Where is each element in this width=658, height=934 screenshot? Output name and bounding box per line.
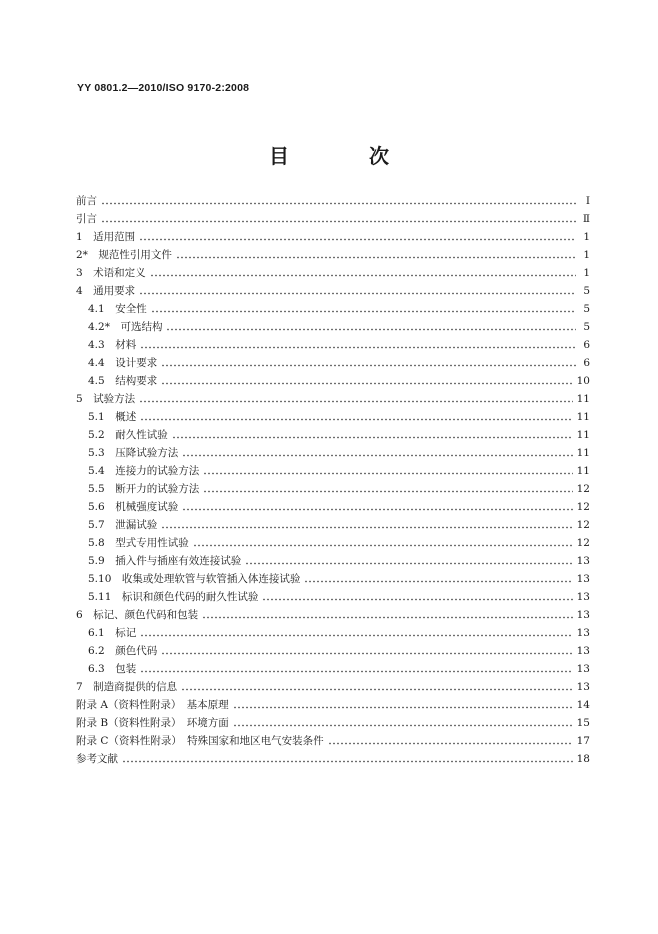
toc-entry-page: 5 [583, 303, 590, 315]
toc-entry-label: 5.6 机械强度试验 [88, 501, 179, 513]
toc-entry-label: 5.9 插入件与插座有效连接试验 [88, 555, 242, 567]
toc-entry-label: 4.5 结构要求 [88, 375, 158, 387]
toc-entry-page: 12 [576, 483, 590, 495]
toc-leader-dots [161, 364, 576, 367]
toc-entry-page: 6 [583, 357, 590, 369]
toc-leader-dots [122, 760, 573, 763]
toc-entry [76, 228, 590, 246]
toc-leader-dots [101, 220, 576, 223]
toc-leader-dots [101, 202, 576, 205]
toc-entry-label: 6.1 标记 [88, 627, 137, 639]
toc-leader-dots [233, 724, 573, 727]
toc-entry [76, 246, 590, 264]
toc-entry [76, 264, 590, 282]
toc-entry [76, 570, 590, 588]
page-title: 目 次 [269, 144, 419, 168]
toc-entry-label: 4.3 材料 [88, 339, 137, 351]
toc-leader-dots [161, 652, 572, 655]
toc-entry-page: 13 [576, 573, 590, 585]
toc-entry-label: 5 试验方法 [76, 393, 136, 405]
toc-entry-page: 12 [576, 519, 590, 531]
toc-entry [76, 498, 590, 516]
toc-entry [76, 300, 590, 318]
toc-entry-label: 引言 [76, 213, 97, 225]
toc-entry-page: 11 [576, 411, 590, 423]
toc-entry-page: 5 [583, 321, 590, 333]
toc-entry [76, 516, 590, 534]
toc-entry-page: 5 [583, 285, 590, 297]
toc-entry [76, 282, 590, 300]
toc-entry-label: 5.1 概述 [88, 411, 137, 423]
toc-entry [76, 408, 590, 426]
toc-entry-label: 5.4 连接力的试验方法 [88, 465, 200, 477]
toc-entry [76, 372, 590, 390]
toc-leader-dots [176, 256, 576, 259]
toc-leader-dots [150, 274, 576, 277]
toc-entry [76, 606, 590, 624]
toc-entry-page: Ⅱ [582, 213, 590, 225]
toc-leader-dots [182, 508, 572, 511]
toc-entry-label: 4 通用要求 [76, 285, 136, 297]
toc-entry-page: 17 [576, 735, 590, 747]
toc-entry [76, 588, 590, 606]
toc-entry-label: 附录 A（资料性附录） 基本原理 [76, 699, 229, 711]
toc-entry-label: 5.11 标识和颜色代码的耐久性试验 [88, 591, 259, 603]
toc-leader-dots [139, 400, 572, 403]
toc-entry [76, 732, 590, 750]
toc-entry-page: 10 [576, 375, 590, 387]
toc-entry-page: 11 [576, 465, 590, 477]
toc-leader-dots [262, 598, 572, 601]
table-of-contents [76, 192, 590, 768]
toc-leader-dots [140, 418, 572, 421]
toc-entry-label: 4.1 安全性 [88, 303, 147, 315]
toc-leader-dots [181, 688, 572, 691]
toc-entry-label: 参考文献 [76, 753, 118, 765]
toc-leader-dots [151, 310, 576, 313]
toc-entry-page: 11 [576, 429, 590, 441]
toc-entry-label: 4.2* 可选结构 [88, 321, 163, 333]
toc-entry-page: 12 [576, 501, 590, 513]
toc-entry [76, 336, 590, 354]
toc-leader-dots [328, 742, 573, 745]
toc-entry-label: 5.3 压降试验方法 [88, 447, 179, 459]
toc-leader-dots [245, 562, 572, 565]
toc-entry [76, 660, 590, 678]
toc-entry-label: 6.3 包装 [88, 663, 137, 675]
toc-leader-dots [140, 346, 576, 349]
toc-entry [76, 426, 590, 444]
toc-entry [76, 462, 590, 480]
toc-entry [76, 552, 590, 570]
toc-entry-page: 13 [576, 645, 590, 657]
toc-entry-page: 1 [583, 267, 590, 279]
toc-leader-dots [182, 454, 572, 457]
toc-entry-page: Ⅰ [585, 195, 590, 207]
toc-entry-label: 5.7 泄漏试验 [88, 519, 158, 531]
toc-entry-page: 13 [576, 663, 590, 675]
toc-entry [76, 624, 590, 642]
toc-entry-label: 1 适用范围 [76, 231, 136, 243]
toc-entry [76, 192, 590, 210]
toc-entry [76, 642, 590, 660]
toc-leader-dots [140, 670, 572, 673]
toc-leader-dots [304, 580, 572, 583]
toc-entry [76, 390, 590, 408]
toc-entry-page: 14 [576, 699, 590, 711]
toc-entry [76, 534, 590, 552]
toc-entry [76, 480, 590, 498]
toc-leader-dots [193, 544, 573, 547]
standard-code: YY 0801.2—2010/ISO 9170-2:2008 [77, 82, 250, 94]
toc-entry-page: 11 [576, 393, 590, 405]
toc-entry-label: 5.10 收集或处理软管与软管插入体连接试验 [88, 573, 301, 585]
toc-entry [76, 750, 590, 768]
toc-leader-dots [161, 382, 572, 385]
toc-entry [76, 210, 590, 228]
toc-leader-dots [139, 292, 576, 295]
toc-entry-page: 13 [576, 555, 590, 567]
toc-entry-label: 5.8 型式专用性试验 [88, 537, 189, 549]
toc-entry [76, 354, 590, 372]
toc-leader-dots [161, 526, 572, 529]
toc-leader-dots [233, 706, 573, 709]
toc-entry [76, 318, 590, 336]
toc-entry-page: 6 [583, 339, 590, 351]
toc-entry-page: 13 [576, 627, 590, 639]
toc-entry-page: 13 [576, 591, 590, 603]
toc-entry-page: 18 [576, 753, 590, 765]
toc-leader-dots [202, 616, 572, 619]
toc-entry [76, 696, 590, 714]
toc-entry-label: 2* 规范性引用文件 [76, 249, 172, 261]
toc-entry-label: 5.2 耐久性试验 [88, 429, 168, 441]
toc-entry-page: 15 [576, 717, 590, 729]
toc-entry-label: 附录 C（资料性附录） 特殊国家和地区电气安装条件 [76, 735, 324, 747]
toc-entry-page: 1 [583, 249, 590, 261]
toc-leader-dots [166, 328, 576, 331]
toc-entry-label: 6 标记、颜色代码和包装 [76, 609, 199, 621]
toc-entry-page: 12 [576, 537, 590, 549]
toc-entry-page: 1 [583, 231, 590, 243]
toc-entry-page: 13 [576, 609, 590, 621]
toc-entry-page: 11 [576, 447, 590, 459]
toc-entry-label: 5.5 断开力的试验方法 [88, 483, 200, 495]
toc-entry-label: 7 制造商提供的信息 [76, 681, 178, 693]
toc-entry [76, 444, 590, 462]
toc-entry [76, 714, 590, 732]
toc-entry-label: 6.2 颜色代码 [88, 645, 158, 657]
toc-leader-dots [140, 634, 572, 637]
toc-leader-dots [139, 238, 576, 241]
toc-leader-dots [203, 490, 572, 493]
toc-entry-page: 13 [576, 681, 590, 693]
toc-entry-label: 4.4 设计要求 [88, 357, 158, 369]
toc-leader-dots [203, 472, 572, 475]
toc-entry-label: 前言 [76, 195, 97, 207]
toc-leader-dots [172, 436, 573, 439]
toc-entry-label: 3 术语和定义 [76, 267, 146, 279]
toc-entry-label: 附录 B（资料性附录） 环境方面 [76, 717, 229, 729]
toc-entry [76, 678, 590, 696]
